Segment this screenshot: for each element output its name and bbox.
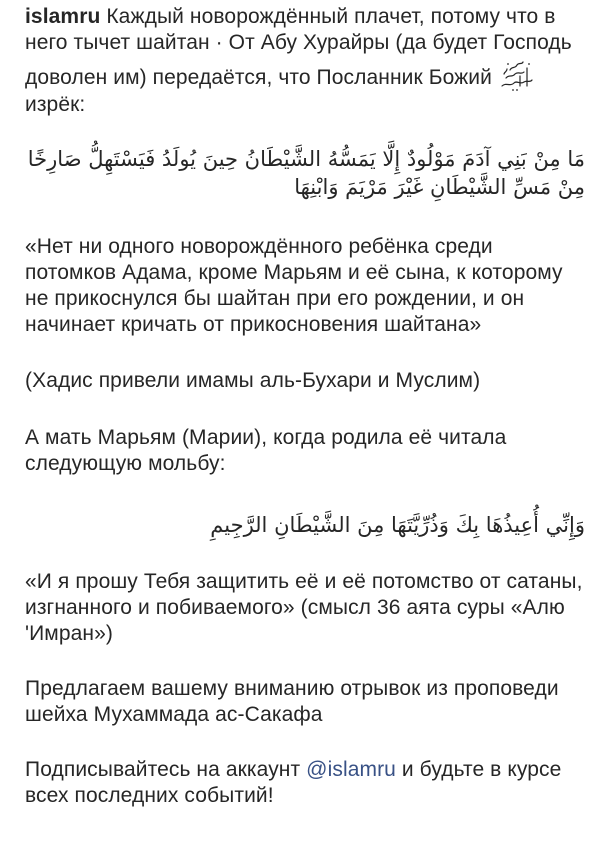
hadith-arabic-text: مَا مِنْ بَنِي آدَمَ مَوْلُودٌ إِلَّا يَمَسُّهُ الشَّيْطَانُ حِينَ يُولَدُ فَيَسْتَهِلُّ صَارِخًا مِنْ مَسِّ الشَّيْطَانِ غَيْرَ مَرْيَمَ وَابْنِهَا — [27, 147, 585, 199]
caption-intro — [25, 4, 585, 118]
sermon-text: Предлагаем вашему вниманию отрывок из проповеди шейха Мухаммада ас-Сакафа — [25, 677, 559, 726]
hadith-source: (Хадис привели имамы аль-Бухари и Муслим) — [25, 369, 481, 392]
caption-intro-tail: изрёк: — [25, 93, 86, 116]
caption-intro-text: Каждый новорождённый плачет, потому что в него тычет шайтан · От Абу Хурайры (да будет Господь доволен им) передаётся, что Посланник Божий — [25, 5, 572, 89]
salawat-calligraphy-icon — [496, 56, 536, 92]
dua-translation: «И я прошу Тебя защитить её и её потомство от сатаны, изгнанного и побиваемого» (смысл 36 аята суры «Алю 'Имран») — [25, 570, 583, 645]
dua-arabic-text: وَإِنِّي أُعِيذُهَا بِكَ وَذُرِّيَّتَهَا مِنَ الشَّيْطَانِ الرَّجِيمِ — [210, 513, 585, 537]
mother-prayer-intro: А мать Марьям (Марии), когда родила её читала следующую мольбу: — [25, 426, 507, 475]
subscribe-prefix: Подписывайтесь на аккаунт — [25, 758, 307, 781]
account-mention-link[interactable]: @islamru — [306, 758, 396, 781]
author-username-link[interactable]: islamru — [25, 5, 101, 28]
hadith-translation: «Нет ни одного новорождённого ребёнка среди потомков Адама, кроме Марьям и её сына, к которому не прикоснулся бы шайтан при его рождении, и он начинает кричать от прикосновения шайтана» — [25, 235, 563, 336]
post-caption — [25, 4, 585, 809]
subscribe-text — [25, 757, 585, 809]
subscribe-suffix: и будьте в курсе всех последних событий! — [25, 758, 562, 807]
